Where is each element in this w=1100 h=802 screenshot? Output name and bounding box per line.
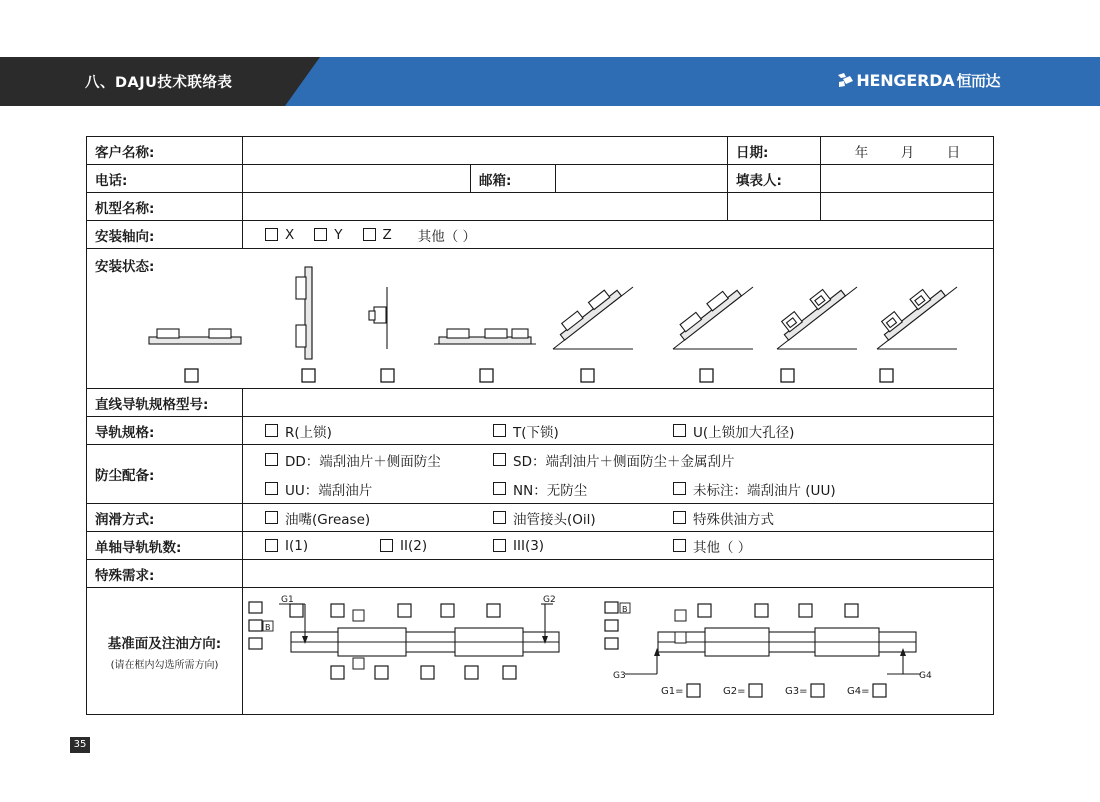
model-name-label: 机型名称: bbox=[87, 193, 243, 220]
checkbox-icon[interactable] bbox=[363, 228, 376, 241]
datum-legend-g1: G1= bbox=[661, 686, 684, 697]
rail-count-option-3-label: III(3) bbox=[513, 537, 545, 554]
rail-spec-option-r-label: R(上锁) bbox=[285, 424, 332, 441]
brand-name-en: HENGERDA bbox=[856, 71, 955, 90]
checkbox-icon[interactable] bbox=[265, 453, 278, 466]
datum-diagrams bbox=[243, 588, 993, 714]
date-input[interactable] bbox=[821, 137, 995, 164]
checkbox-icon[interactable] bbox=[380, 539, 393, 552]
dust-options-row2 bbox=[243, 474, 993, 503]
model-extra-cell-a[interactable] bbox=[728, 193, 821, 220]
install-figure-horizontal-inverted bbox=[434, 329, 536, 344]
datum-sublabel: (请在框内勾选所需方向) bbox=[110, 659, 219, 671]
axis-label: 安装轴向: bbox=[87, 221, 243, 248]
datum-b-label-left: B bbox=[265, 623, 271, 632]
lube-option-grease-label: 油嘴(Grease) bbox=[285, 511, 371, 528]
dust-options-row1 bbox=[243, 445, 993, 474]
lube-option-oil[interactable] bbox=[493, 508, 673, 528]
install-figure-vertical-short bbox=[369, 287, 387, 349]
install-state-illustrations bbox=[87, 249, 993, 389]
datum-legend-g4: G4= bbox=[847, 686, 870, 697]
dust-option-nn[interactable] bbox=[493, 479, 673, 499]
lube-option-oil-label: 油管接头(Oil) bbox=[513, 511, 596, 528]
checkbox-icon[interactable] bbox=[493, 539, 506, 552]
date-day-label: 日 bbox=[946, 144, 962, 161]
rail-count-label: 单轴导轨轨数: bbox=[87, 532, 243, 559]
email-input[interactable] bbox=[556, 165, 728, 192]
form-row-axis bbox=[87, 221, 993, 249]
datum-legend-g2: G2= bbox=[723, 686, 746, 697]
checkbox-icon[interactable] bbox=[673, 424, 686, 437]
checkbox-icon[interactable] bbox=[673, 539, 686, 552]
form-row-model bbox=[87, 193, 993, 221]
datum-label: 基准面及注油方向: bbox=[107, 635, 222, 652]
date-month-label: 月 bbox=[900, 144, 916, 161]
axis-option-y[interactable] bbox=[314, 227, 342, 243]
model-name-input[interactable] bbox=[243, 193, 728, 220]
axis-option-z[interactable] bbox=[363, 227, 392, 243]
lube-option-grease[interactable] bbox=[265, 508, 493, 528]
filler-label: 填表人: bbox=[728, 165, 821, 192]
form-row-contact bbox=[87, 165, 993, 193]
form-row-datum bbox=[87, 588, 993, 714]
axis-option-y-label: Y bbox=[334, 226, 343, 243]
dust-option-unmarked[interactable] bbox=[673, 479, 836, 499]
checkbox-icon[interactable] bbox=[265, 539, 278, 552]
special-requirement-input[interactable] bbox=[243, 560, 993, 587]
brand-mark-icon bbox=[837, 72, 854, 89]
rail-model-label: 直线导轨规格型号: bbox=[87, 389, 243, 416]
rail-model-input[interactable] bbox=[243, 389, 993, 416]
datum-diagram-svg bbox=[243, 588, 993, 710]
rail-spec-option-t[interactable] bbox=[493, 421, 673, 441]
checkbox-icon[interactable] bbox=[314, 228, 327, 241]
dust-option-nn-label: NN：无防尘 bbox=[513, 482, 588, 499]
checkbox-icon[interactable] bbox=[673, 511, 686, 524]
rail-count-option-1-label: I(1) bbox=[285, 537, 309, 554]
form-row-rail-count bbox=[87, 532, 993, 560]
phone-label: 电话: bbox=[87, 165, 243, 192]
form-row-lubrication bbox=[87, 504, 993, 532]
date-label: 日期: bbox=[728, 137, 821, 164]
rail-spec-option-t-label: T(下锁) bbox=[513, 424, 559, 441]
install-state-label: 安装状态: bbox=[95, 259, 155, 275]
page-header bbox=[0, 57, 1100, 106]
dust-option-unmarked-label: 未标注：端刮油片 (UU) bbox=[693, 482, 836, 499]
page-number: 35 bbox=[70, 737, 90, 753]
rail-spec-label: 导轨规格: bbox=[87, 417, 243, 444]
dust-option-sd[interactable] bbox=[493, 450, 734, 470]
datum-g2-label: G2 bbox=[543, 595, 556, 605]
datum-b-label-right: B bbox=[622, 605, 628, 614]
axis-option-z-label: Z bbox=[382, 226, 392, 243]
rail-count-option-1[interactable] bbox=[265, 538, 380, 554]
rail-spec-options bbox=[243, 417, 993, 444]
datum-diagram-right bbox=[605, 602, 932, 697]
rail-count-option-2-label: II(2) bbox=[400, 537, 428, 554]
technical-contact-form bbox=[86, 136, 994, 715]
datum-diagram-left bbox=[249, 595, 559, 679]
datum-legend-g3: G3= bbox=[785, 686, 808, 697]
form-row-dust bbox=[87, 445, 993, 504]
axis-options bbox=[243, 221, 993, 248]
axis-option-x-label: X bbox=[285, 226, 295, 243]
form-row-install-state bbox=[87, 249, 993, 389]
datum-g1-label: G1 bbox=[281, 595, 294, 605]
form-row-customer bbox=[87, 137, 993, 165]
datum-label-block bbox=[87, 588, 243, 714]
checkbox-icon[interactable] bbox=[265, 424, 278, 437]
brand-logo bbox=[837, 70, 1000, 91]
form-row-rail-spec bbox=[87, 417, 993, 445]
checkbox-icon[interactable] bbox=[265, 482, 278, 495]
rail-count-option-3[interactable] bbox=[493, 538, 673, 554]
checkbox-icon[interactable] bbox=[493, 424, 506, 437]
filler-input[interactable] bbox=[821, 165, 993, 192]
axis-option-other-label[interactable]: 其他（ ） bbox=[417, 228, 477, 245]
rail-spec-option-r[interactable] bbox=[265, 421, 493, 441]
lubrication-label: 润滑方式: bbox=[87, 504, 243, 531]
rail-count-option-other-label: 其他（ ） bbox=[693, 539, 752, 556]
install-figure-vertical-wall bbox=[296, 267, 312, 359]
lube-option-special[interactable] bbox=[673, 508, 774, 528]
special-requirement-label: 特殊需求: bbox=[87, 560, 243, 587]
install-figure-incline-b bbox=[673, 284, 753, 349]
page-title: 八、DAJU技术联络表 bbox=[85, 75, 233, 91]
dust-option-sd-label: SD：端刮油片＋侧面防尘＋金属刮片 bbox=[513, 453, 735, 470]
checkbox-icon[interactable] bbox=[673, 482, 686, 495]
lubrication-options bbox=[243, 504, 993, 531]
customer-name-label: 客户名称: bbox=[87, 137, 243, 164]
customer-name-input[interactable] bbox=[243, 137, 728, 164]
axis-option-x[interactable] bbox=[265, 227, 294, 243]
dust-label: 防尘配备: bbox=[87, 445, 243, 503]
lube-option-special-label: 特殊供油方式 bbox=[693, 511, 774, 528]
dust-option-uu-label: UU：端刮油片 bbox=[285, 482, 373, 499]
install-figure-incline-c bbox=[777, 281, 857, 349]
rail-spec-option-u[interactable] bbox=[673, 421, 794, 441]
brand-name-cn: 恒而达 bbox=[956, 72, 1000, 90]
datum-g4-label: G4 bbox=[919, 671, 932, 681]
checkbox-icon[interactable] bbox=[265, 228, 278, 241]
model-extra-cell-b[interactable] bbox=[821, 193, 993, 220]
dust-option-uu[interactable] bbox=[265, 479, 493, 499]
dust-option-dd[interactable] bbox=[265, 450, 493, 470]
install-figure-incline-a bbox=[553, 284, 633, 349]
datum-g3-label: G3 bbox=[613, 671, 626, 681]
email-label: 邮箱: bbox=[471, 165, 556, 192]
checkbox-icon[interactable] bbox=[493, 482, 506, 495]
form-row-special bbox=[87, 560, 993, 588]
dust-option-dd-label: DD：端刮油片＋侧面防尘 bbox=[285, 453, 441, 470]
form-row-rail-model bbox=[87, 389, 993, 417]
checkbox-icon[interactable] bbox=[493, 453, 506, 466]
checkbox-icon[interactable] bbox=[493, 511, 506, 524]
rail-count-option-other[interactable] bbox=[673, 536, 751, 556]
install-figure-horizontal bbox=[149, 329, 241, 344]
rail-count-options bbox=[243, 532, 993, 559]
rail-spec-option-u-label: U(上锁加大孔径) bbox=[693, 424, 795, 441]
install-figure-incline-d bbox=[877, 281, 957, 349]
checkbox-icon[interactable] bbox=[265, 511, 278, 524]
phone-input[interactable] bbox=[243, 165, 471, 192]
date-year-label: 年 bbox=[854, 144, 870, 161]
rail-count-option-2[interactable] bbox=[380, 538, 493, 554]
